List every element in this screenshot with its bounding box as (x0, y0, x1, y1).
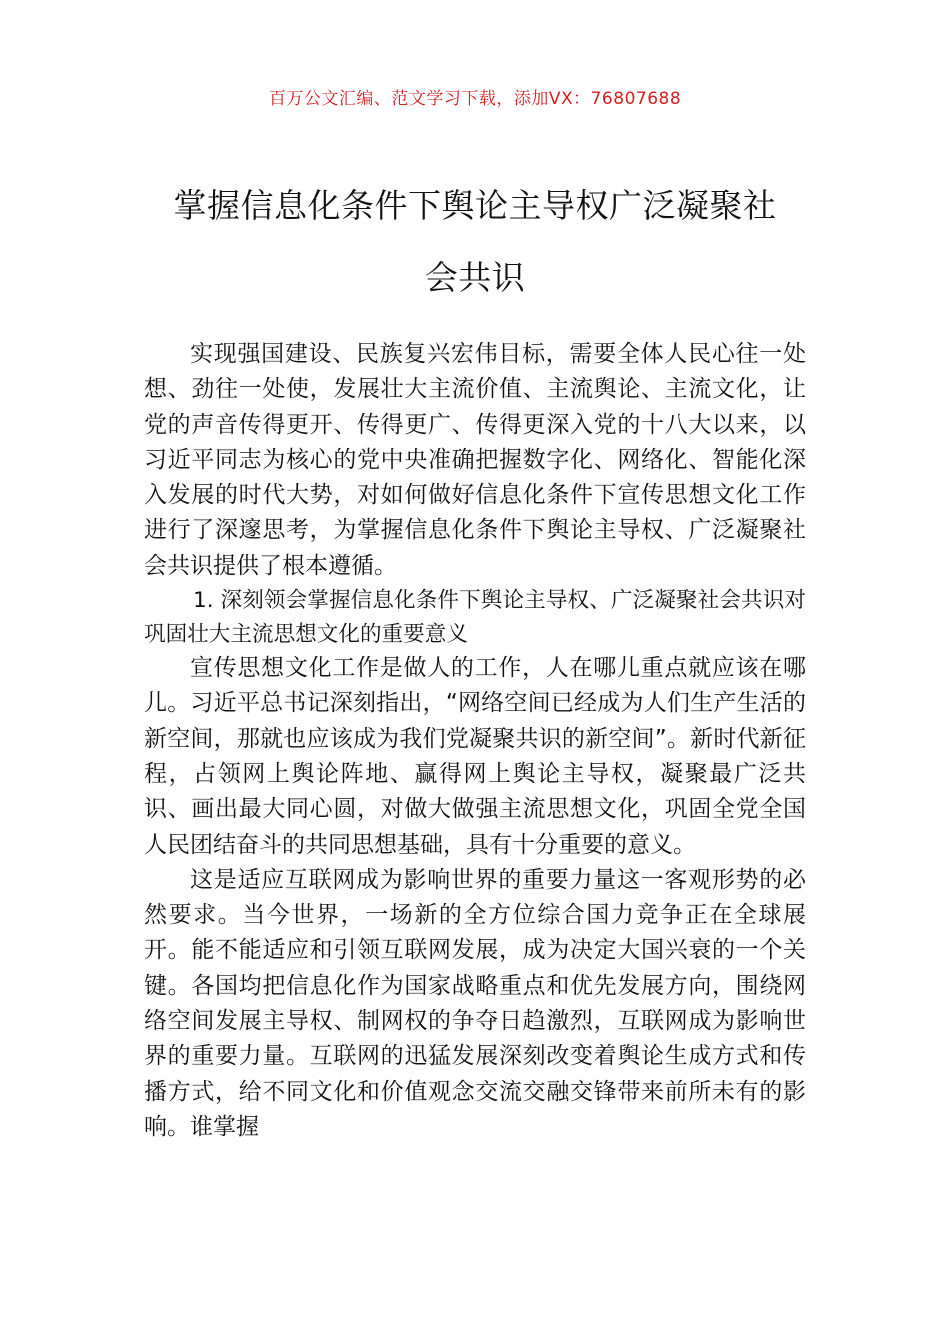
section-heading-1: 1. 深刻领会掌握信息化条件下舆论主导权、广泛凝聚社会共识对巩固壮大主流思想文化的重要意义 (144, 588, 806, 647)
document-title-line-1: 掌握信息化条件下舆论主导权广泛凝聚社 (173, 186, 777, 225)
paragraph-2: 宣传思想文化工作是做人的工作，人在哪儿重点就应该在哪儿。习近平总书记深刻指出，“网络空间已经成为人们生产生活的新空间，那就也应该成为我们党凝聚共识的新空间”。新时代新征程，占领网上舆论阵地、赢得网上舆论主导权，凝聚最广泛共识、画出最大同心圆，对做大做强主流思想文化，巩固全党全国人民团结奋斗的共同思想基础，具有十分重要的意义。 (144, 655, 806, 858)
paragraph-3: 这是适应互联网成为影响世界的重要力量这一客观形势的必然要求。当今世界，一场新的全方位综合国力竞争正在全球展开。能不能适应和引领互联网发展，成为决定大国兴衰的一个关键。各国均把信息化作为国家战略重点和优先发展方向，围绕网络空间发展主导权、制网权的争夺日趋激烈，互联网成为影响世界的重要力量。互联网的迅猛发展深刻改变着舆论生成方式和传播方式，给不同文化和价值观念交流交融交锋带来前所未有的影响。谁掌握 (144, 866, 806, 1140)
paragraph-intro: 实现强国建设、民族复兴宏伟目标，需要全体人民心往一处想、劲往一处使，发展壮大主流价值、主流舆论、主流文化，让党的声音传得更开、传得更广、传得更深入党的十八大以来，以习近平同志为核心的党中央准确把握数字化、网络化、智能化深入发展的时代大势，对如何做好信息化条件下宣传思想文化工作进行了深邃思考，为掌握信息化条件下舆论主导权、广泛凝聚社会共识提供了根本遵循。 (144, 341, 806, 579)
document-title-line-2: 会共识 (424, 258, 526, 297)
document-body (144, 337, 806, 1145)
header-watermark-text: 百万公文汇编、范文学习下载，添加VX：76807688 (268, 89, 682, 109)
